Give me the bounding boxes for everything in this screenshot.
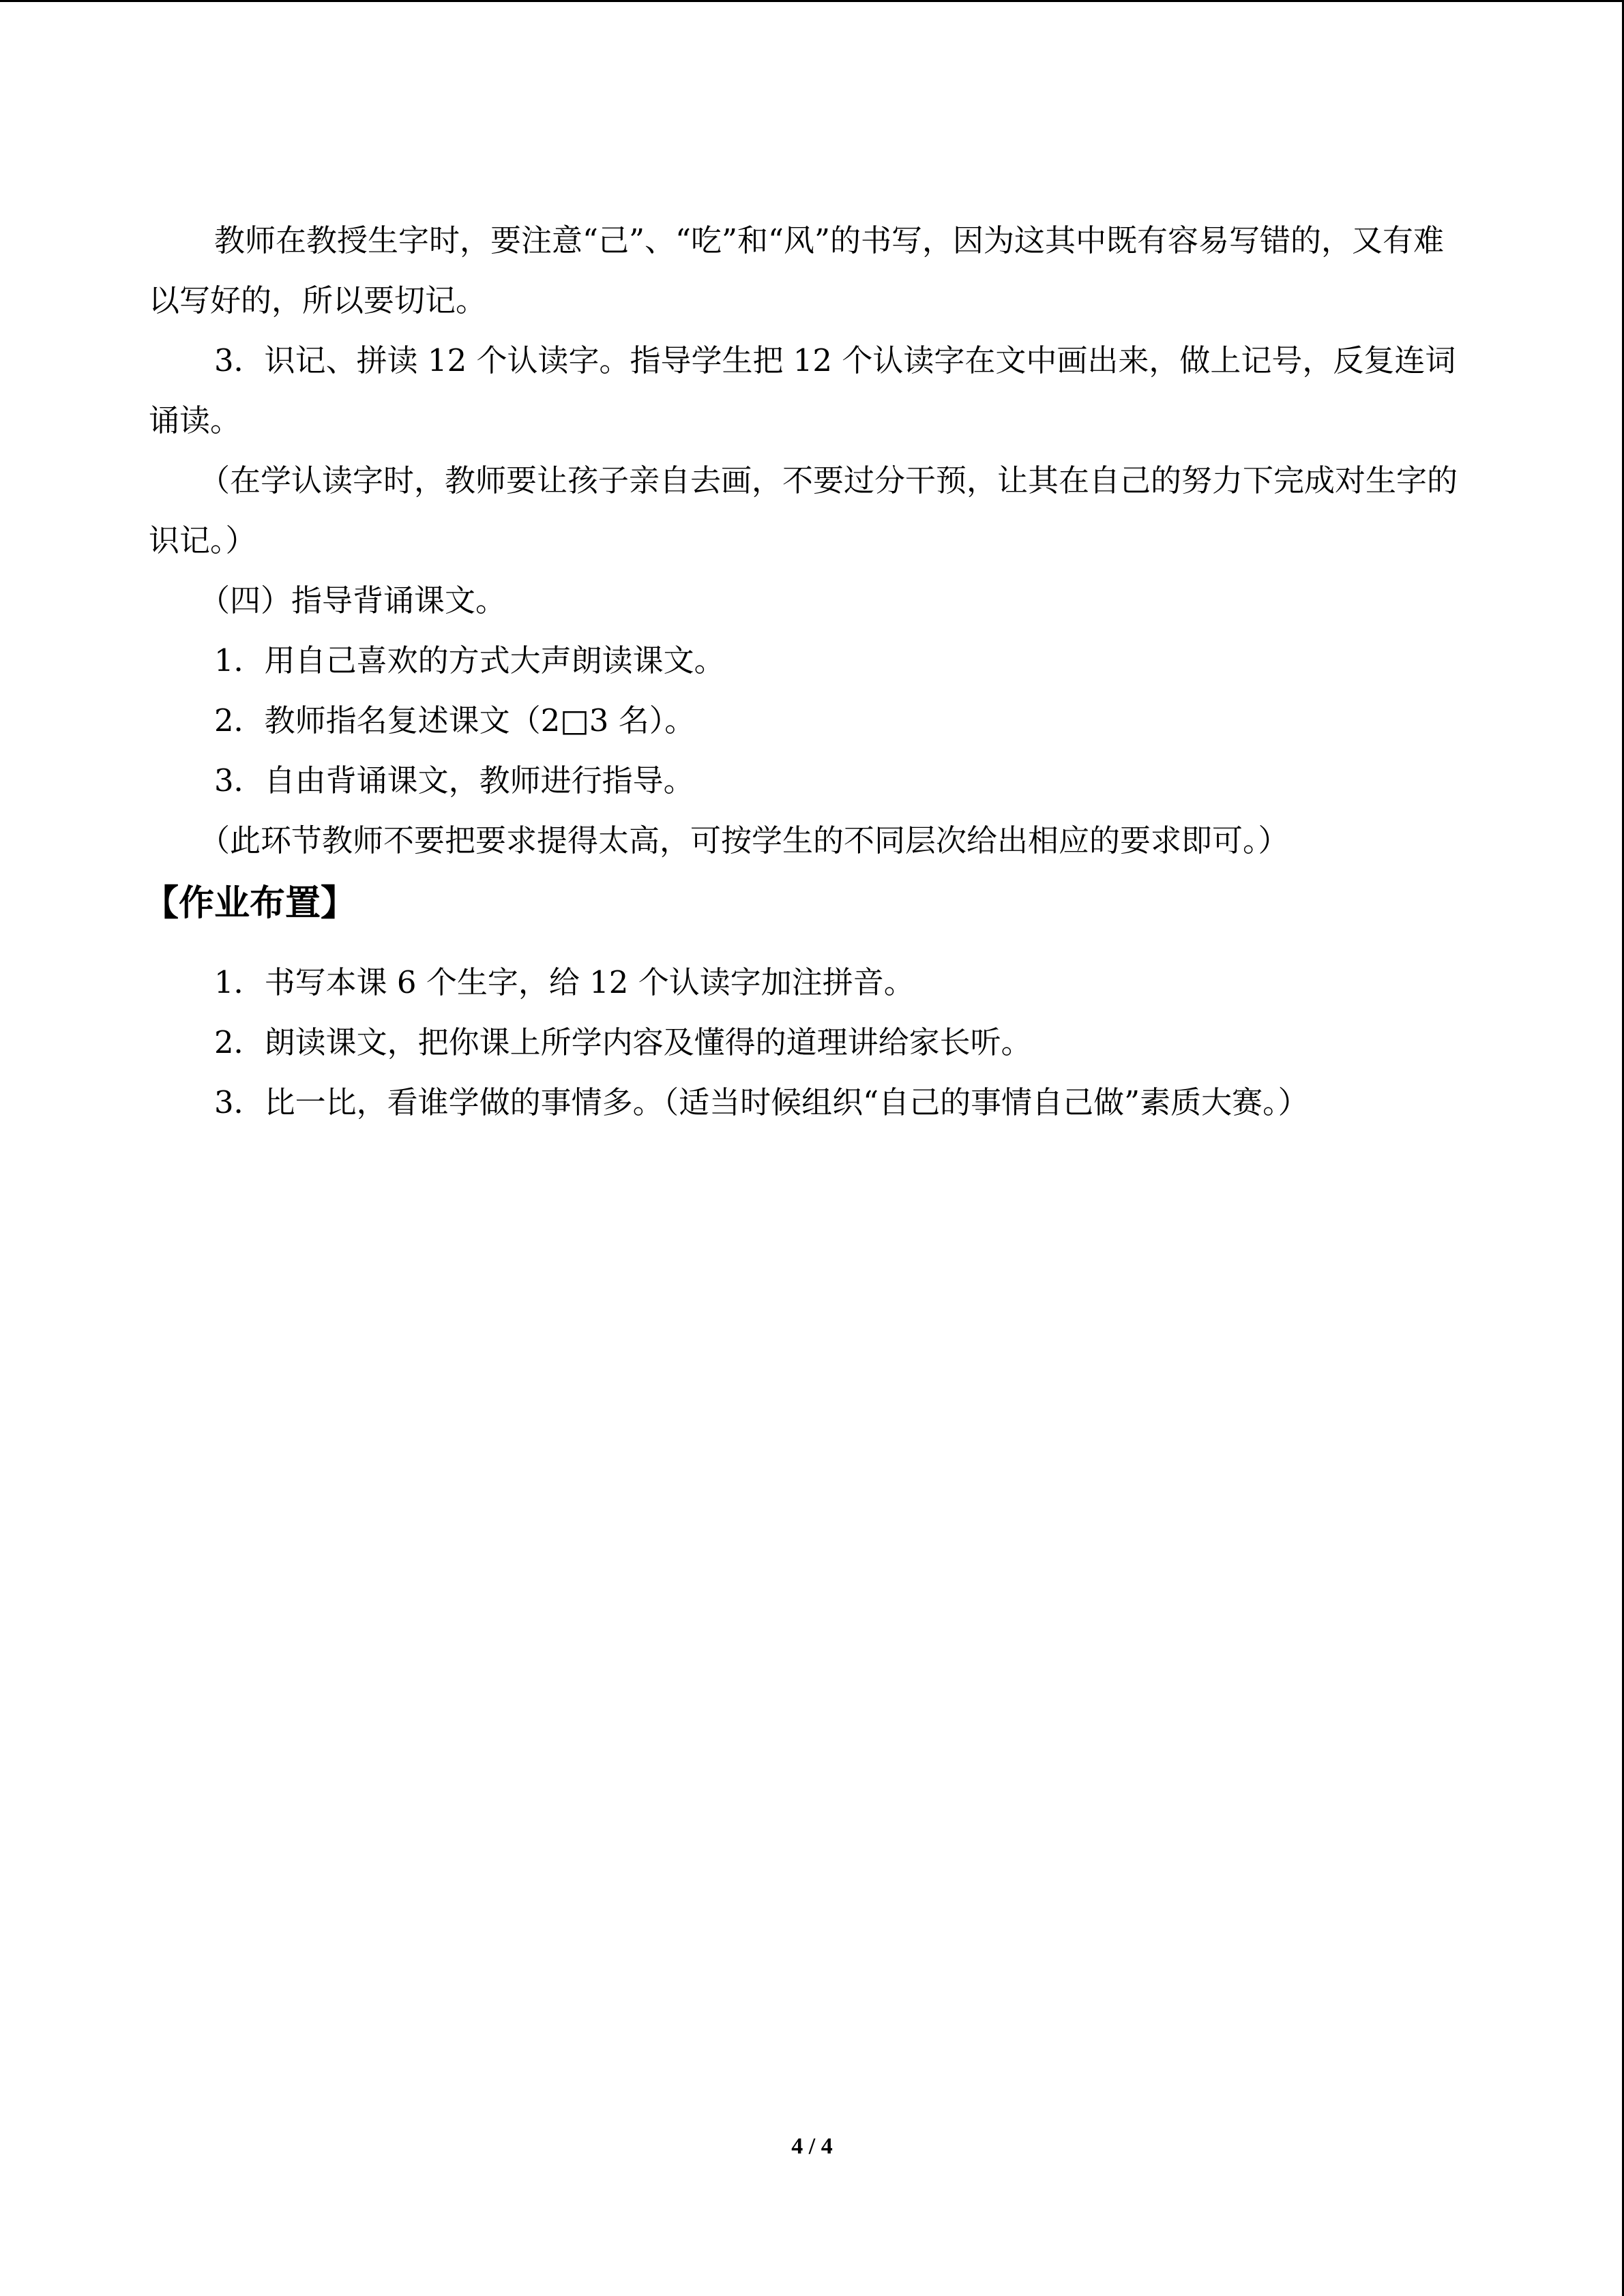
page-content [143,211,1472,1133]
paragraph-recite-note: （此环节教师不要把要求提得太高，可按学生的不同层次给出相应的要求即可。） [199,822,1289,859]
homework-item-2: 2．朗读课文，把你课上所学内容及懂得的道理讲给家长听。 [214,1024,1032,1060]
paragraph-section-four: （四）指导背诵课文。 [199,582,507,618]
page-number: 4 / 4 [791,2134,833,2159]
homework-item-1: 1．书写本课 6 个生字，给 12 个认读字加注拼音。 [214,964,915,1000]
paragraph-step-3-recognize: 3．识记、拼读 12 个认读字。指导学生把 12 个认读字在文中画出来，做上记号，反复连词诵读。 [149,342,1456,438]
homework-item-3: 3．比一比，看谁学做的事情多。（适当时候组织“自己的事情自己做”素质大赛。） [214,1084,1309,1120]
paragraph-recite-step-3: 3．自由背诵课文，教师进行指导。 [214,762,694,799]
paragraph-recite-step-2: 2．教师指名复述课文（2□3 名）。 [214,702,696,739]
paragraph-recite-step-1: 1．用自己喜欢的方式大声朗读课文。 [214,642,725,679]
homework-heading: 【作业布置】 [143,883,357,924]
paragraph-writing-note: 教师在教授生字时，要注意“己”、“吃”和“风”的书写，因为这其中既有容易写错的，又有难以写好的，所以要切记。 [149,222,1445,318]
paragraph-recognize-note: （在学认读字时，教师要让孩子亲自去画，不要过分干预，让其在自己的努力下完成对生字的识记。） [149,462,1458,558]
